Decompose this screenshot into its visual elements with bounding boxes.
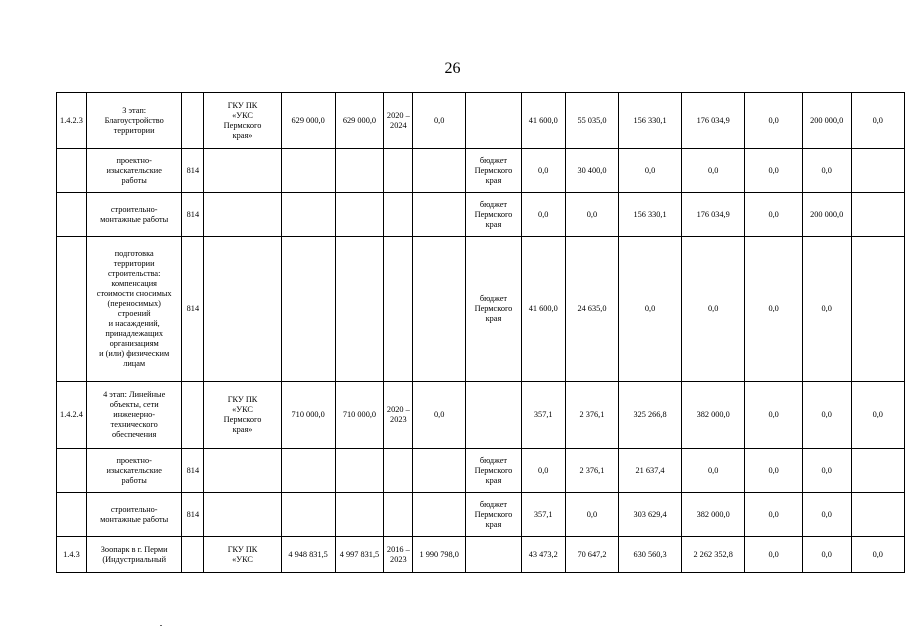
activity-name: проектно- изыскательские работы [86,149,182,193]
grbs-code: 814 [182,237,204,382]
year-value-5: 0,0 [745,449,802,493]
year-value-1: 41 600,0 [521,93,565,149]
table-row [57,193,905,237]
year-value-1: 0,0 [521,193,565,237]
table-row [57,493,905,537]
estimated-cost: 629 000,0 [281,93,335,149]
scan-artifact [160,625,162,626]
year-value-1: 41 600,0 [521,237,565,382]
executor [204,149,281,193]
estimated-cost [281,149,335,193]
year-value-7 [851,449,904,493]
page-number: 26 [444,60,461,77]
grbs-code: 814 [182,493,204,537]
row-code [57,493,87,537]
year-value-4: 382 000,0 [681,493,745,537]
executor [204,493,281,537]
residual-value [413,449,466,493]
table-row [57,149,905,193]
year-value-3: 156 330,1 [619,193,682,237]
implementation-period: 2020 – 2023 [384,382,413,449]
activity-name: строительно- монтажные работы [86,493,182,537]
total-cost: 629 000,0 [335,93,384,149]
year-value-3: 325 266,8 [619,382,682,449]
year-value-7 [851,149,904,193]
estimated-cost [281,449,335,493]
year-value-6: 200 000,0 [802,93,851,149]
grbs-code [182,382,204,449]
year-value-1: 0,0 [521,149,565,193]
total-cost [335,149,384,193]
total-cost: 710 000,0 [335,382,384,449]
row-code: 1.4.2.4 [57,382,87,449]
grbs-code: 814 [182,193,204,237]
year-value-6: 0,0 [802,237,851,382]
year-value-2: 2 376,1 [565,449,619,493]
grbs-code [182,537,204,573]
estimated-cost [281,193,335,237]
year-value-6: 0,0 [802,382,851,449]
funding-source [466,537,522,573]
year-value-7 [851,493,904,537]
year-value-3: 156 330,1 [619,93,682,149]
funding-source [466,93,522,149]
implementation-period [384,149,413,193]
year-value-5: 0,0 [745,149,802,193]
activity-name: проектно- изыскательские работы [86,449,182,493]
residual-value: 0,0 [413,382,466,449]
year-value-2: 0,0 [565,493,619,537]
row-code [57,149,87,193]
table-row [57,382,905,449]
year-value-4: 382 000,0 [681,382,745,449]
year-value-6: 0,0 [802,149,851,193]
grbs-code: 814 [182,449,204,493]
estimated-cost [281,237,335,382]
activity-name: 4 этап: Линейные объекты, сети инженерно- технического обеспечения [86,382,182,449]
grbs-code [182,93,204,149]
year-value-5: 0,0 [745,382,802,449]
year-value-1: 357,1 [521,493,565,537]
year-value-3: 0,0 [619,237,682,382]
year-value-1: 43 473,2 [521,537,565,573]
year-value-5: 0,0 [745,237,802,382]
row-code: 1.4.3 [57,537,87,573]
year-value-5: 0,0 [745,93,802,149]
activity-name: 3 этап: Благоустройство территории [86,93,182,149]
year-value-4: 176 034,9 [681,193,745,237]
funding-source [466,382,522,449]
total-cost [335,193,384,237]
year-value-7: 0,0 [851,93,904,149]
funding-source: бюджет Пермского края [466,493,522,537]
year-value-4: 0,0 [681,149,745,193]
funding-source: бюджет Пермского края [466,193,522,237]
estimated-cost: 4 948 831,5 [281,537,335,573]
table-row [57,237,905,382]
year-value-7: 0,0 [851,382,904,449]
residual-value: 0,0 [413,93,466,149]
table-row [57,93,905,149]
executor [204,449,281,493]
executor [204,237,281,382]
row-code [57,449,87,493]
executor [204,193,281,237]
funding-source: бюджет Пермского края [466,237,522,382]
year-value-7 [851,237,904,382]
year-value-2: 24 635,0 [565,237,619,382]
row-code: 1.4.2.3 [57,93,87,149]
year-value-2: 30 400,0 [565,149,619,193]
funding-source: бюджет Пермского края [466,149,522,193]
total-cost [335,237,384,382]
year-value-4: 0,0 [681,449,745,493]
year-value-4: 176 034,9 [681,93,745,149]
row-code [57,193,87,237]
funding-source: бюджет Пермского края [466,449,522,493]
year-value-3: 0,0 [619,149,682,193]
estimated-cost: 710 000,0 [281,382,335,449]
implementation-period [384,237,413,382]
year-value-4: 2 262 352,8 [681,537,745,573]
residual-value [413,149,466,193]
year-value-2: 55 035,0 [565,93,619,149]
implementation-period: 2016 – 2023 [384,537,413,573]
year-value-2: 2 376,1 [565,382,619,449]
year-value-2: 70 647,2 [565,537,619,573]
implementation-period [384,493,413,537]
implementation-period: 2020 – 2024 [384,93,413,149]
activity-name: строительно- монтажные работы [86,193,182,237]
year-value-6: 0,0 [802,537,851,573]
year-value-7: 0,0 [851,537,904,573]
executor: ГКУ ПК «УКС [204,537,281,573]
residual-value [413,493,466,537]
estimated-cost [281,493,335,537]
total-cost [335,493,384,537]
activity-name: Зоопарк в г. Перми (Индустриальный [86,537,182,573]
year-value-3: 21 637,4 [619,449,682,493]
year-value-6: 200 000,0 [802,193,851,237]
activity-name: подготовка территории строительства: компенсация стоимости сносимых (переносимых) строений и насаждений, принадлежащих организациям и (или) физическим лицам [86,237,182,382]
year-value-5: 0,0 [745,537,802,573]
implementation-period [384,449,413,493]
year-value-2: 0,0 [565,193,619,237]
year-value-4: 0,0 [681,237,745,382]
grbs-code: 814 [182,149,204,193]
year-value-6: 0,0 [802,493,851,537]
executor: ГКУ ПК «УКС Пермского края» [204,382,281,449]
year-value-1: 0,0 [521,449,565,493]
year-value-1: 357,1 [521,382,565,449]
year-value-5: 0,0 [745,193,802,237]
implementation-period [384,193,413,237]
table-row [57,449,905,493]
row-code [57,237,87,382]
residual-value [413,237,466,382]
residual-value [413,193,466,237]
residual-value: 1 990 798,0 [413,537,466,573]
total-cost: 4 997 831,5 [335,537,384,573]
year-value-7 [851,193,904,237]
total-cost [335,449,384,493]
executor: ГКУ ПК «УКС Пермского края» [204,93,281,149]
table-row [57,537,905,573]
year-value-6: 0,0 [802,449,851,493]
year-value-3: 630 560,3 [619,537,682,573]
year-value-3: 303 629,4 [619,493,682,537]
program-activities-table [56,92,905,573]
year-value-5: 0,0 [745,493,802,537]
